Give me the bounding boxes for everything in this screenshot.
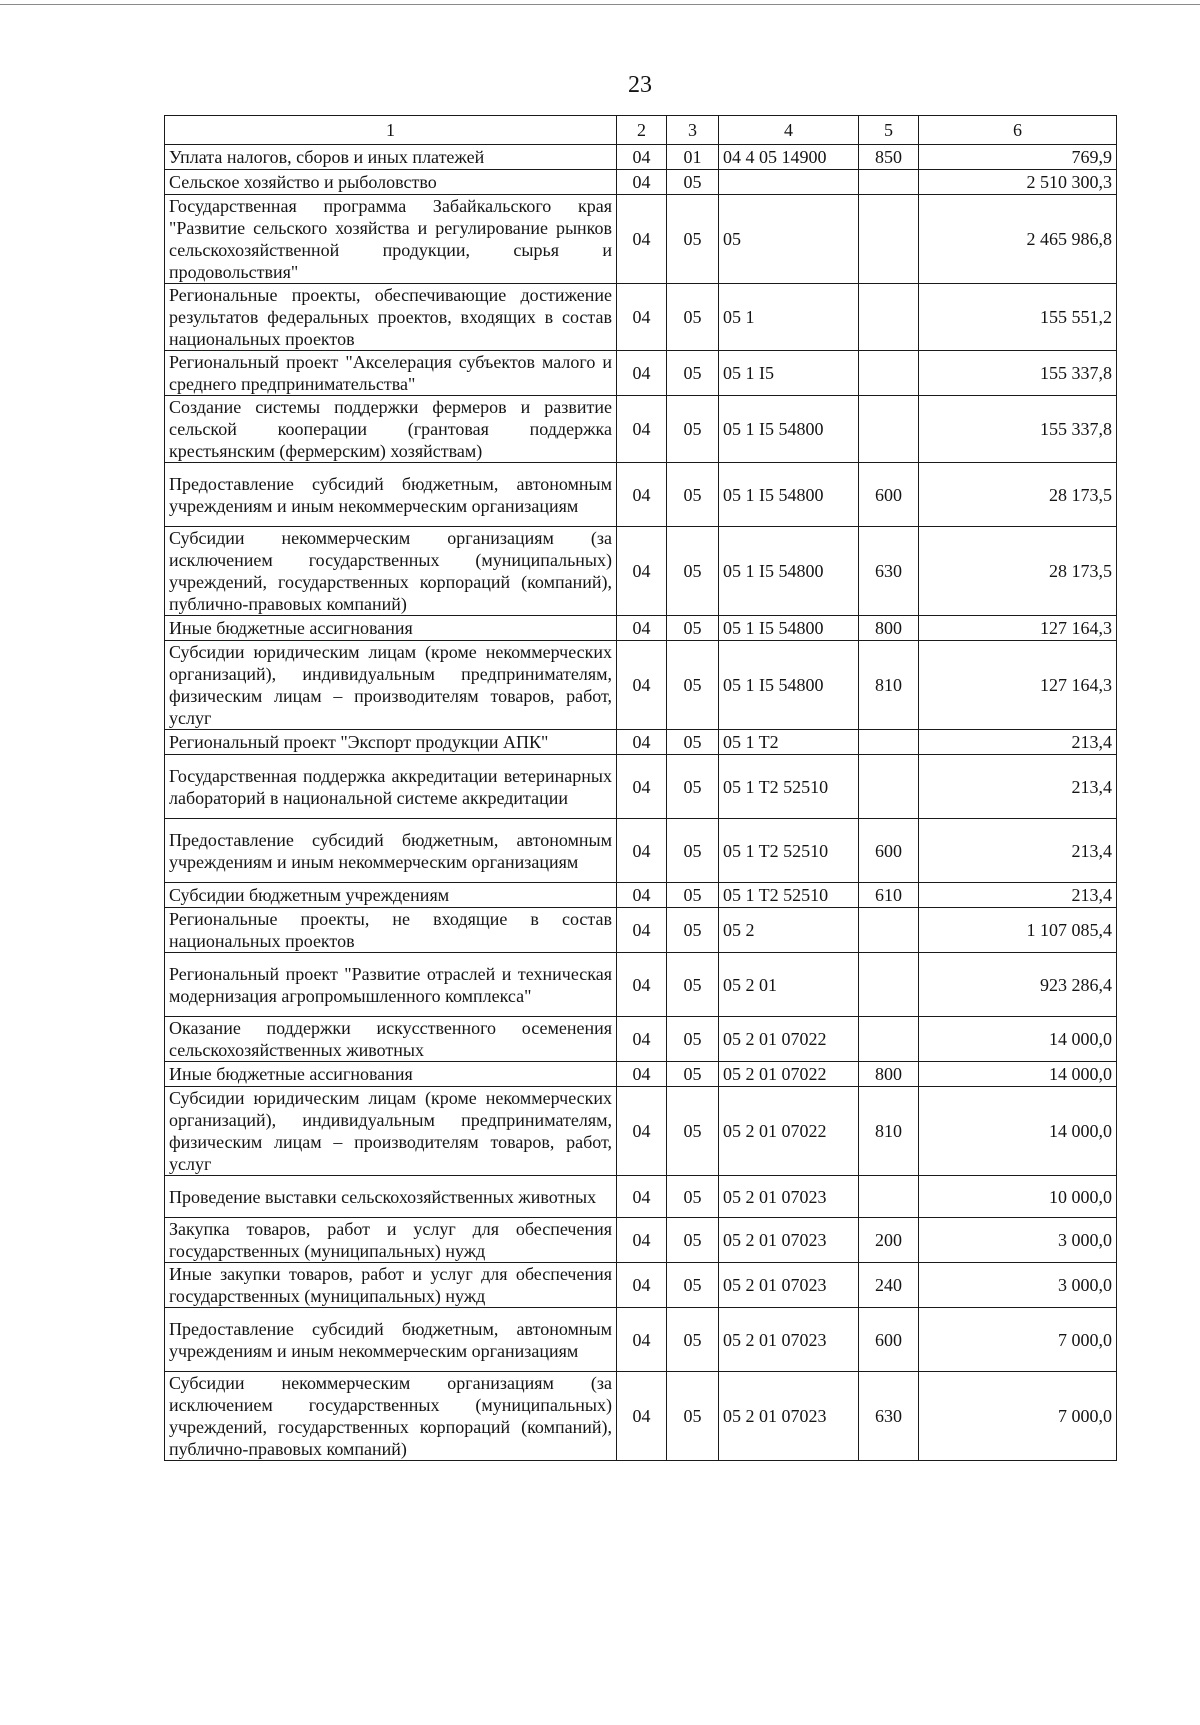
table-row xyxy=(165,1176,1117,1218)
target-article-cell: 05 1 I5 xyxy=(719,351,859,396)
section-code-cell: 04 xyxy=(617,1308,667,1372)
column-header: 6 xyxy=(919,116,1117,145)
expense-type-cell: 630 xyxy=(859,1372,919,1461)
target-article-cell: 05 xyxy=(719,195,859,284)
target-article-cell: 05 2 01 07023 xyxy=(719,1176,859,1218)
amount-cell: 10 000,0 xyxy=(919,1176,1117,1218)
subsection-code-cell: 05 xyxy=(667,170,719,195)
table-row xyxy=(165,883,1117,908)
target-article-cell: 05 2 01 07023 xyxy=(719,1263,859,1308)
page-number: 23 xyxy=(628,72,652,98)
subsection-code-cell: 05 xyxy=(667,463,719,527)
item-name-cell: Закупка товаров, работ и услуг для обеспечения государственных (муниципальных) нужд xyxy=(165,1218,617,1263)
table-header-row xyxy=(165,116,1117,145)
amount-cell: 213,4 xyxy=(919,755,1117,819)
item-name-cell: Предоставление субсидий бюджетным, автономным учреждениям и иным некоммерческим организациям xyxy=(165,1308,617,1372)
amount-cell: 155 551,2 xyxy=(919,284,1117,351)
expense-type-cell xyxy=(859,1017,919,1062)
subsection-code-cell: 05 xyxy=(667,1218,719,1263)
target-article-cell: 05 1 T2 xyxy=(719,730,859,755)
expense-type-cell xyxy=(859,908,919,953)
section-code-cell: 04 xyxy=(617,1218,667,1263)
item-name-cell: Региональные проекты, не входящие в состав национальных проектов xyxy=(165,908,617,953)
item-name-cell: Сельское хозяйство и рыболовство xyxy=(165,170,617,195)
target-article-cell: 05 1 I5 54800 xyxy=(719,463,859,527)
item-name-cell: Региональные проекты, обеспечивающие достижение результатов федеральных проектов, входящих в состав национальных проектов xyxy=(165,284,617,351)
item-name-cell: Иные бюджетные ассигнования xyxy=(165,1062,617,1087)
table-row xyxy=(165,908,1117,953)
column-header: 3 xyxy=(667,116,719,145)
section-code-cell: 04 xyxy=(617,1176,667,1218)
column-header: 2 xyxy=(617,116,667,145)
target-article-cell: 05 1 I5 54800 xyxy=(719,641,859,730)
subsection-code-cell: 05 xyxy=(667,730,719,755)
expense-type-cell xyxy=(859,1176,919,1218)
item-name-cell: Региональный проект "Развитие отраслей и техническая модернизация агропромышленного комплекса" xyxy=(165,953,617,1017)
amount-cell: 14 000,0 xyxy=(919,1017,1117,1062)
item-name-cell: Государственная поддержка аккредитации ветеринарных лабораторий в национальной системе аккредитации xyxy=(165,755,617,819)
subsection-code-cell: 05 xyxy=(667,953,719,1017)
target-article-cell: 05 1 T2 52510 xyxy=(719,819,859,883)
table-row xyxy=(165,145,1117,170)
table-row xyxy=(165,1218,1117,1263)
target-article-cell: 05 1 I5 54800 xyxy=(719,616,859,641)
item-name-cell: Уплата налогов, сборов и иных платежей xyxy=(165,145,617,170)
item-name-cell: Проведение выставки сельскохозяйственных животных xyxy=(165,1176,617,1218)
amount-cell: 3 000,0 xyxy=(919,1263,1117,1308)
amount-cell: 923 286,4 xyxy=(919,953,1117,1017)
table-row xyxy=(165,1308,1117,1372)
target-article-cell: 05 1 xyxy=(719,284,859,351)
section-code-cell: 04 xyxy=(617,527,667,616)
table-row xyxy=(165,1087,1117,1176)
subsection-code-cell: 05 xyxy=(667,1176,719,1218)
table-row xyxy=(165,396,1117,463)
top-border-line xyxy=(0,4,1200,5)
section-code-cell: 04 xyxy=(617,145,667,170)
expense-type-cell xyxy=(859,396,919,463)
budget-table xyxy=(164,115,1117,1461)
amount-cell: 3 000,0 xyxy=(919,1218,1117,1263)
section-code-cell: 04 xyxy=(617,195,667,284)
table-row xyxy=(165,755,1117,819)
target-article-cell: 05 2 xyxy=(719,908,859,953)
amount-cell: 1 107 085,4 xyxy=(919,908,1117,953)
section-code-cell: 04 xyxy=(617,641,667,730)
subsection-code-cell: 05 xyxy=(667,1372,719,1461)
target-article-cell: 05 1 I5 54800 xyxy=(719,527,859,616)
subsection-code-cell: 05 xyxy=(667,755,719,819)
table-row xyxy=(165,527,1117,616)
subsection-code-cell: 05 xyxy=(667,1087,719,1176)
table-row xyxy=(165,170,1117,195)
section-code-cell: 04 xyxy=(617,953,667,1017)
item-name-cell: Субсидии юридическим лицам (кроме некоммерческих организаций), индивидуальным предпринимателям, физическим лицам – производителям товаров, работ, услуг xyxy=(165,641,617,730)
subsection-code-cell: 05 xyxy=(667,883,719,908)
target-article-cell: 05 1 I5 54800 xyxy=(719,396,859,463)
expense-type-cell: 600 xyxy=(859,1308,919,1372)
target-article-cell: 05 2 01 07022 xyxy=(719,1017,859,1062)
subsection-code-cell: 05 xyxy=(667,641,719,730)
item-name-cell: Иные закупки товаров, работ и услуг для обеспечения государственных (муниципальных) нужд xyxy=(165,1263,617,1308)
subsection-code-cell: 05 xyxy=(667,819,719,883)
target-article-cell: 05 1 T2 52510 xyxy=(719,883,859,908)
table-row xyxy=(165,463,1117,527)
section-code-cell: 04 xyxy=(617,463,667,527)
target-article-cell xyxy=(719,170,859,195)
amount-cell: 127 164,3 xyxy=(919,641,1117,730)
amount-cell: 2 510 300,3 xyxy=(919,170,1117,195)
section-code-cell: 04 xyxy=(617,1017,667,1062)
subsection-code-cell: 05 xyxy=(667,1308,719,1372)
section-code-cell: 04 xyxy=(617,1263,667,1308)
section-code-cell: 04 xyxy=(617,730,667,755)
amount-cell: 14 000,0 xyxy=(919,1087,1117,1176)
item-name-cell: Предоставление субсидий бюджетным, автономным учреждениям и иным некоммерческим организациям xyxy=(165,463,617,527)
expense-type-cell: 810 xyxy=(859,1087,919,1176)
table-row xyxy=(165,730,1117,755)
amount-cell: 213,4 xyxy=(919,819,1117,883)
subsection-code-cell: 05 xyxy=(667,1062,719,1087)
expense-type-cell: 200 xyxy=(859,1218,919,1263)
subsection-code-cell: 05 xyxy=(667,616,719,641)
item-name-cell: Предоставление субсидий бюджетным, автономным учреждениям и иным некоммерческим организациям xyxy=(165,819,617,883)
table-row xyxy=(165,195,1117,284)
item-name-cell: Субсидии некоммерческим организациям (за исключением государственных (муниципальных) учреждений, государственных корпораций (компаний), публично-правовых компаний) xyxy=(165,1372,617,1461)
section-code-cell: 04 xyxy=(617,1062,667,1087)
table-row xyxy=(165,1263,1117,1308)
expense-type-cell xyxy=(859,195,919,284)
section-code-cell: 04 xyxy=(617,351,667,396)
item-name-cell: Государственная программа Забайкальского края "Развитие сельского хозяйства и регулирование рынков сельскохозяйственной продукции, сырья и продовольствия" xyxy=(165,195,617,284)
target-article-cell: 05 2 01 xyxy=(719,953,859,1017)
amount-cell: 213,4 xyxy=(919,883,1117,908)
table-row xyxy=(165,1062,1117,1087)
item-name-cell: Создание системы поддержки фермеров и развитие сельской кооперации (грантовая поддержка крестьянским (фермерским) хозяйствам) xyxy=(165,396,617,463)
expense-type-cell xyxy=(859,170,919,195)
target-article-cell: 04 4 05 14900 xyxy=(719,145,859,170)
expense-type-cell xyxy=(859,730,919,755)
subsection-code-cell: 05 xyxy=(667,351,719,396)
amount-cell: 213,4 xyxy=(919,730,1117,755)
item-name-cell: Региональный проект "Акселерация субъектов малого и среднего предпринимательства" xyxy=(165,351,617,396)
amount-cell: 14 000,0 xyxy=(919,1062,1117,1087)
table-row xyxy=(165,616,1117,641)
section-code-cell: 04 xyxy=(617,1087,667,1176)
column-header: 5 xyxy=(859,116,919,145)
table-row xyxy=(165,284,1117,351)
amount-cell: 7 000,0 xyxy=(919,1372,1117,1461)
expense-type-cell: 240 xyxy=(859,1263,919,1308)
item-name-cell: Субсидии бюджетным учреждениям xyxy=(165,883,617,908)
expense-type-cell xyxy=(859,351,919,396)
target-article-cell: 05 2 01 07022 xyxy=(719,1087,859,1176)
amount-cell: 127 164,3 xyxy=(919,616,1117,641)
section-code-cell: 04 xyxy=(617,819,667,883)
subsection-code-cell: 05 xyxy=(667,396,719,463)
section-code-cell: 04 xyxy=(617,284,667,351)
target-article-cell: 05 1 T2 52510 xyxy=(719,755,859,819)
item-name-cell: Региональный проект "Экспорт продукции АПК" xyxy=(165,730,617,755)
target-article-cell: 05 2 01 07022 xyxy=(719,1062,859,1087)
amount-cell: 7 000,0 xyxy=(919,1308,1117,1372)
expense-type-cell: 800 xyxy=(859,616,919,641)
subsection-code-cell: 05 xyxy=(667,1263,719,1308)
subsection-code-cell: 05 xyxy=(667,284,719,351)
table-row xyxy=(165,351,1117,396)
section-code-cell: 04 xyxy=(617,170,667,195)
expense-type-cell xyxy=(859,755,919,819)
expense-type-cell: 850 xyxy=(859,145,919,170)
subsection-code-cell: 01 xyxy=(667,145,719,170)
column-header: 1 xyxy=(165,116,617,145)
section-code-cell: 04 xyxy=(617,1372,667,1461)
subsection-code-cell: 05 xyxy=(667,1017,719,1062)
target-article-cell: 05 2 01 07023 xyxy=(719,1372,859,1461)
expense-type-cell xyxy=(859,953,919,1017)
subsection-code-cell: 05 xyxy=(667,908,719,953)
section-code-cell: 04 xyxy=(617,755,667,819)
target-article-cell: 05 2 01 07023 xyxy=(719,1308,859,1372)
column-header: 4 xyxy=(719,116,859,145)
amount-cell: 28 173,5 xyxy=(919,463,1117,527)
table-row xyxy=(165,819,1117,883)
table-row xyxy=(165,953,1117,1017)
expense-type-cell: 600 xyxy=(859,819,919,883)
table-row xyxy=(165,1372,1117,1461)
section-code-cell: 04 xyxy=(617,883,667,908)
subsection-code-cell: 05 xyxy=(667,195,719,284)
section-code-cell: 04 xyxy=(617,908,667,953)
amount-cell: 769,9 xyxy=(919,145,1117,170)
expense-type-cell: 800 xyxy=(859,1062,919,1087)
item-name-cell: Субсидии некоммерческим организациям (за исключением государственных (муниципальных) учреждений, государственных корпораций (компаний), публично-правовых компаний) xyxy=(165,527,617,616)
amount-cell: 28 173,5 xyxy=(919,527,1117,616)
section-code-cell: 04 xyxy=(617,616,667,641)
amount-cell: 2 465 986,8 xyxy=(919,195,1117,284)
amount-cell: 155 337,8 xyxy=(919,351,1117,396)
subsection-code-cell: 05 xyxy=(667,527,719,616)
expense-type-cell: 630 xyxy=(859,527,919,616)
expense-type-cell: 610 xyxy=(859,883,919,908)
expense-type-cell: 810 xyxy=(859,641,919,730)
item-name-cell: Оказание поддержки искусственного осеменения сельскохозяйственных животных xyxy=(165,1017,617,1062)
section-code-cell: 04 xyxy=(617,396,667,463)
amount-cell: 155 337,8 xyxy=(919,396,1117,463)
target-article-cell: 05 2 01 07023 xyxy=(719,1218,859,1263)
expense-type-cell xyxy=(859,284,919,351)
expense-type-cell: 600 xyxy=(859,463,919,527)
table-row xyxy=(165,1017,1117,1062)
item-name-cell: Иные бюджетные ассигнования xyxy=(165,616,617,641)
table-row xyxy=(165,641,1117,730)
item-name-cell: Субсидии юридическим лицам (кроме некоммерческих организаций), индивидуальным предпринимателям, физическим лицам – производителям товаров, работ, услуг xyxy=(165,1087,617,1176)
